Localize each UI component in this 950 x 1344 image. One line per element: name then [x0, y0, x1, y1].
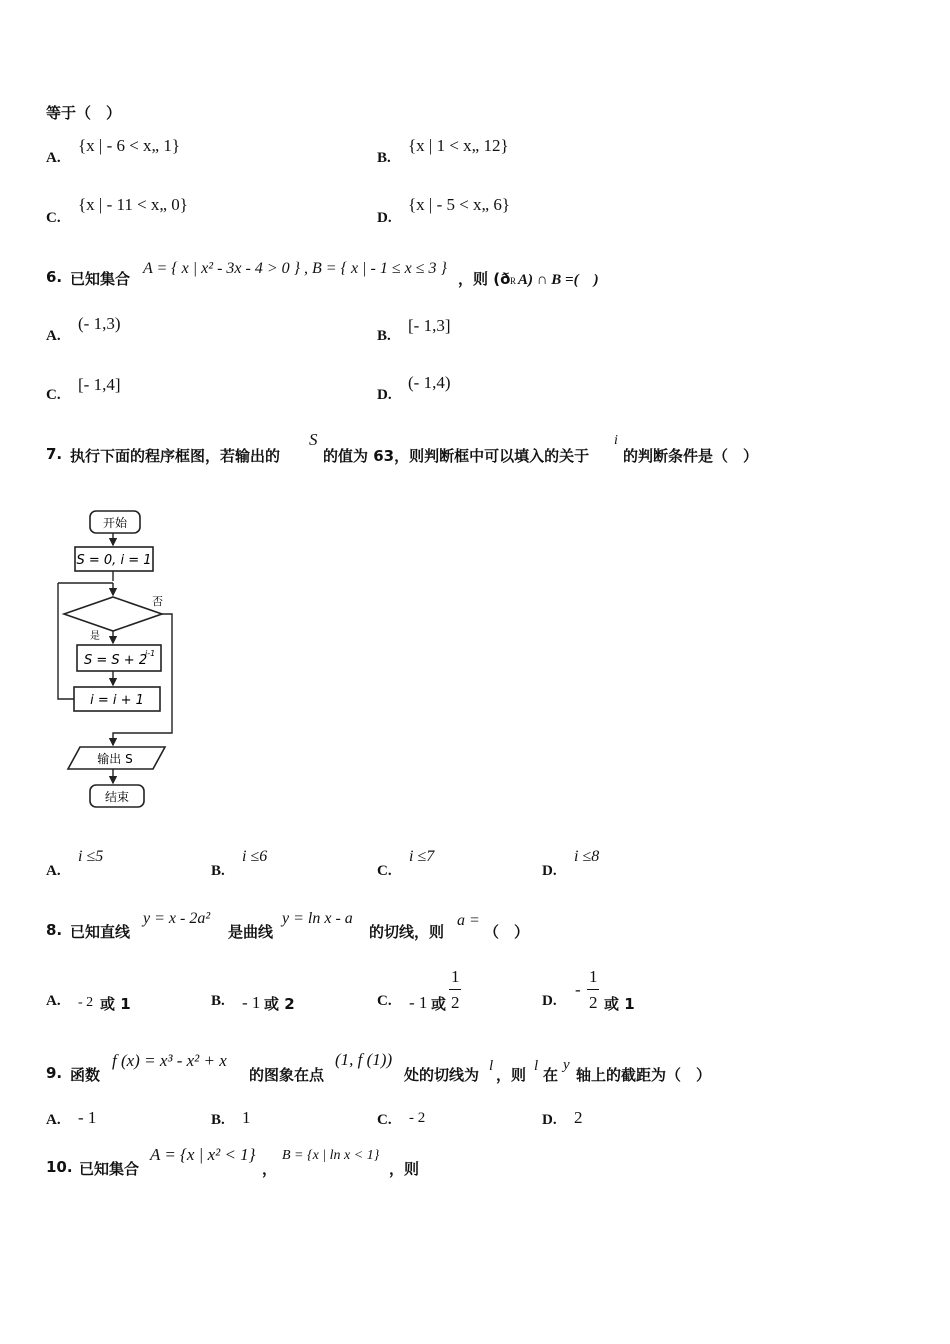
q10-number: 10. — [46, 1158, 73, 1176]
q6-option-c-label[interactable]: C. — [46, 387, 61, 403]
q7-number: 7. — [46, 445, 63, 463]
q9-text-3: 处的切线为 — [404, 1066, 480, 1084]
flow-yes-label: 是 — [90, 631, 100, 642]
q8-option-d-fraction-bar — [587, 989, 599, 990]
q8-option-c-numerator: 1 — [451, 967, 460, 986]
q5-stem-tail: 等于（ ） — [46, 104, 122, 122]
q8-number: 8. — [46, 921, 63, 939]
q6-number: 6. — [46, 268, 63, 286]
q8-option-a-math: - 2 — [78, 995, 94, 1010]
q7-var-i: i — [614, 433, 618, 448]
flow-end-label: 结束 — [104, 790, 130, 804]
flow-update-exponent: i-1 — [145, 649, 156, 658]
q6-suffix: ，则 (ð — [458, 270, 511, 288]
q7-text-3: 的判断条件是（ ） — [623, 447, 759, 465]
q5-option-b-label[interactable]: B. — [377, 150, 391, 166]
q8-option-d-numerator: 1 — [589, 967, 598, 986]
q6-option-d-math: (- 1,4) — [408, 373, 451, 392]
q8-option-c-math: - 1 — [409, 993, 428, 1012]
q7-text-1: 执行下面的程序框图，若输出的 — [70, 447, 281, 465]
flow-increment-label: i = i + 1 — [90, 693, 144, 708]
flow-init-label: S = 0, i = 1 — [76, 553, 152, 568]
q9-number: 9. — [46, 1064, 63, 1082]
q8-option-b-tail: 或 2 — [264, 995, 295, 1013]
q8-var-a: a = — [457, 912, 480, 929]
q9-option-c-label[interactable]: C. — [377, 1112, 392, 1128]
q10-comma: ， — [262, 1160, 278, 1178]
q5-option-c-label[interactable]: C. — [46, 210, 61, 226]
q9-option-a-label[interactable]: A. — [46, 1112, 61, 1128]
q9-text-1: 函数 — [70, 1066, 101, 1084]
q6-option-b-math: [- 1,3] — [408, 316, 451, 335]
q5-option-d-math: {x | - 5 < x„ 6} — [408, 195, 511, 214]
q6-option-b-label[interactable]: B. — [377, 328, 391, 344]
q7-flowchart — [50, 505, 210, 815]
q9-point: (1, f (1)) — [335, 1050, 393, 1069]
q6-expr: A) ∩ B =( ) — [518, 272, 599, 288]
flow-output-label: 输出 S — [97, 752, 133, 766]
q6-prefix: 已知集合 — [70, 270, 131, 288]
q9-option-a-math: - 1 — [78, 1108, 97, 1127]
q9-var-l: l — [489, 1058, 494, 1074]
flow-start-label: 开始 — [102, 516, 128, 530]
q5-option-a-label[interactable]: A. — [46, 150, 61, 166]
q6-option-a-label[interactable]: A. — [46, 328, 61, 344]
q10-text-1: 已知集合 — [79, 1160, 140, 1178]
q6-option-a-math: (- 1,3) — [78, 314, 121, 333]
q8-option-c-tail: 或 — [431, 995, 447, 1013]
flow-decision-diamond — [64, 597, 162, 631]
q8-option-b-math: - 1 — [242, 993, 261, 1012]
q7-option-d-math: i ≤8 — [574, 848, 600, 865]
q7-option-c-label[interactable]: C. — [377, 863, 392, 879]
q5-option-a-math: {x | - 6 < x„ 1} — [78, 136, 181, 155]
q8-text-2: 是曲线 — [228, 923, 274, 941]
q8-option-c-fraction-bar — [449, 989, 461, 990]
q9-option-c-math: - 2 — [409, 1110, 426, 1126]
q8-option-d-denominator: 2 — [589, 993, 598, 1012]
q8-option-d-label[interactable]: D. — [542, 993, 557, 1009]
q8-option-a-label[interactable]: A. — [46, 993, 61, 1009]
q9-option-d-math: 2 — [574, 1108, 583, 1127]
q7-option-c-math: i ≤7 — [409, 848, 435, 865]
q9-text-5: 在 — [543, 1066, 559, 1084]
q5-option-d-label[interactable]: D. — [377, 210, 392, 226]
q10-text-2: ，则 — [389, 1160, 420, 1178]
q8-text-3: 的切线，则 — [369, 923, 445, 941]
q5-option-b-math: {x | 1 < x„ 12} — [408, 136, 509, 155]
q9-function: f (x) = x³ - x² + x — [112, 1051, 227, 1070]
q9-option-b-label[interactable]: B. — [211, 1112, 225, 1128]
flow-no-label: 否 — [152, 595, 163, 608]
q7-var-s: S — [309, 430, 318, 449]
q9-var-y: y — [563, 1057, 570, 1073]
q8-option-c-label[interactable]: C. — [377, 993, 392, 1009]
q9-text-4: ，则 — [496, 1066, 527, 1084]
q7-option-b-label[interactable]: B. — [211, 863, 225, 879]
q7-option-d-label[interactable]: D. — [542, 863, 557, 879]
q8-option-b-label[interactable]: B. — [211, 993, 225, 1009]
q6-subscript: R — [510, 276, 517, 286]
q7-text-2: 的值为 63，则判断框中可以填入的关于 — [323, 447, 590, 465]
q8-text-1: 已知直线 — [70, 923, 131, 941]
q8-line: y = x - 2a² — [143, 910, 211, 927]
q8-text-4: （ ） — [484, 923, 530, 941]
q7-option-b-math: i ≤6 — [242, 848, 268, 865]
q9-text-6: 轴上的截距为（ ） — [576, 1066, 712, 1084]
q9-option-b-math: 1 — [242, 1108, 251, 1127]
q7-option-a-math: i ≤5 — [78, 848, 104, 865]
q9-var-l-2: l — [534, 1058, 539, 1074]
q5-option-c-math: {x | - 11 < x„ 0} — [78, 195, 188, 214]
q10-set-b: B = {x | ln x < 1} — [282, 1148, 380, 1163]
q6-sets: A = { x | x² - 3x - 4 > 0 } , B = { x | - 1 ≤ x ≤ 3 } — [143, 260, 447, 277]
q8-option-d-minus: - — [575, 980, 581, 999]
q8-option-d-tail: 或 1 — [604, 995, 635, 1013]
q9-text-2: 的图象在点 — [249, 1066, 325, 1084]
flow-update-label: S = S + 2 — [84, 653, 148, 668]
q6-option-d-label[interactable]: D. — [377, 387, 392, 403]
q8-option-a-tail: 或 1 — [100, 995, 131, 1013]
q7-option-a-label[interactable]: A. — [46, 863, 61, 879]
q9-option-d-label[interactable]: D. — [542, 1112, 557, 1128]
q8-curve: y = ln x - a — [282, 910, 353, 927]
q6-option-c-math: [- 1,4] — [78, 375, 121, 394]
q10-set-a: A = {x | x² < 1} — [150, 1145, 256, 1164]
q8-option-c-denominator: 2 — [451, 993, 460, 1012]
